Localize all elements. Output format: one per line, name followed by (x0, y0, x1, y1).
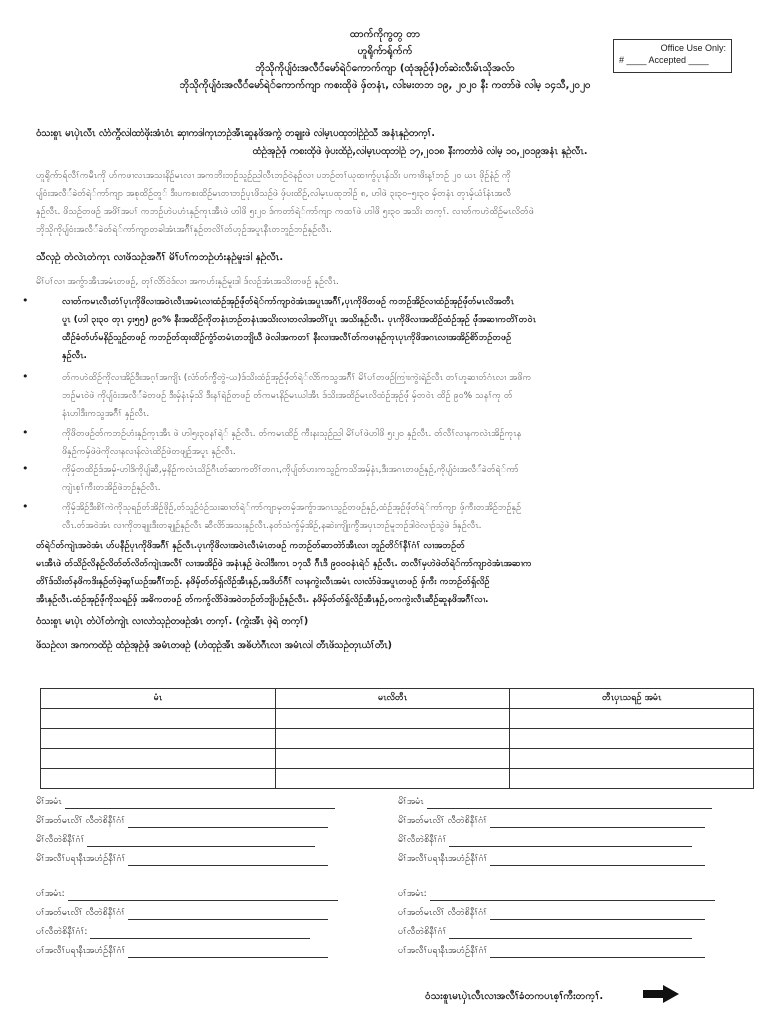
bullet-line: ပူၤ (ဟါ ၃း၃၀ တုၤ ၄း၅၅) ၉၀% နီးအထိဉ်ကိုတနံၤဘဉ်တနံၤအသိးလၢတလါအတိၢ်ပူၤ အသိးနှဉ်လီၤ. ပုၤကိုဖိလၢအထိဉ်ထံဉ်အုဉ် ဖ်ုံအဆၢကတိၢ်တဝဲၤ (62, 315, 536, 325)
table-header-row (41, 689, 754, 709)
bullet-line: ဘဉ်မၤဝဲဖဲ ကိုပျ်၀ံးအလီ်ံခဲတဖဉ် ဒီးမှ်နံၤမှ်သိ ဒီးနၢ်ရဲဉ်တဖဉ် တ်ကမၤနိဉ်မၤယါအီၤ ဒ်သိးအထိဉ်မၤလိထံဉ်အုဉ်ဖ်ုံ မှ်တဝဲၤ ထိဉ် ၉၀% သနၢ်ကု တ် (62, 391, 513, 401)
table-cell[interactable] (510, 709, 754, 729)
mother-name-field-2[interactable] (398, 796, 712, 809)
office-use-accepted: # ____ Accepted ____ (619, 55, 709, 65)
section-subhead: သီလှဉ် တ်လဲၤတ်ကုၤ လၢဖိသဉ်အဂ်ီၢ် မိၢ်ပၢ်ကဘဉ်ဟံးနဉ်မူးဒါ နှဉ်လီၤ. (36, 252, 284, 263)
field-underline[interactable] (128, 910, 328, 920)
bullet-icon: • (22, 294, 29, 307)
para-line: ဟူရိုက်ာရ်လီၢ်ကမီၤကို ဟ်ကဖၢလၤအသးနိဉ်မၤလၢ အကဘိးဘဉ်သူဉ်ညါလီၤဘဉ်ဝဲနဉ်လၢ ပဘဉ်တၢ်ယုထၢကွ်ပုၤန်သိး ပကၢဖိးန့ၢ်ဘဉ် ၂၀ ယၤ ဖိုဉ်နံဉ် ကို (36, 171, 511, 181)
field-label: မိၢ်အလီၢ်ပရၢနီၤအဟံဉ်နီၢ်ဂံၢ် (398, 854, 488, 864)
para-line: နှဉ်လီၤ. ဖိသဉ်တဖဉ် အဖိၢ်အပၢ် ကဘဉ်ဟဲပဟံၤနှဉ်ကုၤအီၤဖဲ ဟါဖိ ၅း၂၀ ဒ်ကတာ်ရဲ်ကာ်ကျာ ကထၢ်ဖဲ ဟါဖိ ၅း၃၀ အသိး တက့ၢ်. လၢတ်ကဟဲထိဉ်မၤလိတ်ဖဲ (36, 207, 534, 217)
father-home-phone-field[interactable] (36, 945, 328, 958)
bullet-line: တ်ကဟဲထိဉ်ကိုလၢအိဉ်ဒီးအဂ့ၢ်အကျိၤ (လံာ်တ်ကွ်ိတွဲ-ယ)ဒ်သိးထံဉ်အုဉ်ဖ်ုံတ်ရဲ်လိာ်ကသွအဂ်ီၢ် မိၢ်ပၢ်တဖဉ်ကြၢးကွဲးရဲဉ်လီၤ တၢ်ဟူဆၢတ်ဂံၤလၢ အဖိက (62, 373, 532, 383)
mother-home-phone-field[interactable] (36, 853, 328, 866)
table-row (41, 769, 754, 789)
policy-line: တိၢ်ဒ်သိးတ်နဖိကဒိးနှဉ်တ်ဖဲ့ဆ္ဂၢ်ယဉ်အဂ်ီၢ်ဘဉ်. နဖိမှ်တ်တ်ရှ်လိဉ်အီၤနှဉ်,အဒိဟ်ဂ်ီၢ် လၢနကွဲးလီၤအမံၤ လၢလံာ်ဖဲအပူၤတဖဉ် ဖှ်ကီး ကဘဉ်တ်ရှ်လိဉ် (36, 577, 490, 587)
field-underline[interactable] (490, 818, 705, 828)
bullet-icon: • (22, 462, 29, 475)
col-header-grade: မၤလိတီၤ (275, 689, 510, 709)
intro-line: ဝံသးစူၤ မၤပှဲၤလီၤ လံာ်ကွ်ိလါထာ်ဖိုးအံၤဝံၤ ဆှၢကဒါကုၤဘဉ်အီၤဆူနဖိအကွ် တချုးဖဲ လါမ့ၤပထုဘါဉ်ဉ်သီ အနံၤနှဉ်တက့ၢ်. (36, 128, 436, 139)
header-line: ဘိုသိုကိုပျ်၀ံးအလီ်ံမော်ရဲ်ကောက်ကျာ (ထုံအုဉ်ဖ်ုံ)တ်ဆဲးလီးမ်ၤသိုအလ်ာ (255, 63, 515, 74)
right-arrow-icon (643, 985, 679, 1003)
table-cell[interactable] (275, 769, 510, 789)
field-underline[interactable] (490, 856, 705, 866)
field-underline[interactable] (430, 891, 715, 901)
field-label: ပၢ်အလီၢ်ပရၢနီၤအဟံဉ်နီၢ်ဂံၢ် (36, 946, 126, 956)
intro-line: ထံဉ်အုဉ်ဖ်ုံ ကစးထိုဖဲ ဖှ်ပးထိဉ်,လါမ့ၤပထုဘါဉ် ၁၇,၂၀၁၈ နီးကတာ်ဖဲ လါမ့ ၁၀,၂၀၁၉အနံၤ နှဉ်လီၤ. (252, 146, 588, 157)
bullet-line: ကိုမှ်အိဉ်ဒီးစိၢ်ကဲကိုသုရဉ်တ်အိဉ်ဖိုဉ်,တ်သူဉ်ဝံဉ်သးဆၢတ်ရဲ်ကာ်ကျာမှတမှ်အကွ်ာအဂၤသွဉ်တဖဉ်နှဉ်,ထံဉ်အုဉ်ဖ်ုံတ်ရဲ်ကာ်ကျာ ဖှ်ကီးတအိဉ်ဘဉ်နှဉ် (62, 503, 522, 513)
table-cell[interactable] (275, 709, 510, 729)
para-line: ဘိုသိုကိုပျ်၀ံးအလီ်ံခဲတ်ရဲ်ကာ်ကျာတခါအံၤအဂ်ီၢ်နှဉ်တလိၢ်တ်ဟုဉ်အပူၤနီၤတဘူဉ်ဘဉ်နှဉ်လီၤ. (36, 225, 332, 235)
table-cell[interactable] (41, 749, 276, 769)
mother-home-phone-field-2[interactable] (398, 853, 705, 866)
field-underline[interactable] (490, 910, 705, 920)
father-phone-field-2[interactable] (398, 926, 692, 939)
table-row (41, 749, 754, 769)
mother-phone-field-2[interactable] (398, 834, 692, 847)
table-row (41, 709, 754, 729)
table-cell[interactable] (510, 769, 754, 789)
field-label: မိၢ်အလီၢ်ပရၢနီၤအဟံဉ်နီၢ်ဂံၢ် (36, 854, 126, 864)
col-header-teacher: တီၤပှၤသရဉ် အမံၤ (510, 689, 754, 709)
field-label: ပၢ်အတ်မၤလိၢ် လီတဲစိနီၢ်ဂံၢ် (36, 908, 126, 918)
office-use-box (613, 39, 732, 73)
father-work-phone-field[interactable] (36, 907, 328, 920)
bullet-line: ဖိနှဉ်ကမှ်ဖဲဖဲကိုလၢနလၢန်လဲၤထိဉ်ဖဲတဖျဉ်အပူၤ နှဉ်လီၤ. (62, 447, 236, 457)
table-cell[interactable] (510, 729, 754, 749)
field-label: ပၢ်အတ်မၤလိၢ် လီတဲစိနီၢ်ဂံၢ် (398, 908, 488, 918)
bullet-icon: • (22, 500, 29, 513)
field-underline[interactable] (490, 948, 705, 958)
section-subhead-2: မိၢ်ပၢ်လၢ အကွ်ာအီၤအမံၤတဖဉ်, တုၢ်လိာ်ဝဲဒ်လၢ အကဟ်းနှဉ်မူးဒါ ဒ်လဉ်အံၤအသိးတဖဉ် နှဉ်လီၤ. (36, 277, 339, 287)
father-work-phone-field-2[interactable] (398, 907, 705, 920)
table-cell[interactable] (41, 769, 276, 789)
field-label: ပၢ်အလီၢ်ပရၢနီၤအဟံဉ်နီၢ်ဂံၢ် (398, 946, 488, 956)
mother-work-phone-field[interactable] (36, 815, 328, 828)
instruction-line: ဖိသဉ်လၢ အကကထိဉ် ထံဉ်အုဉ်ဖ်ုံ အမံၤတဖဉ် (ဟ်ထုဉ်အီၤ အဓိဟ်ဂ်ီၤလၢ အမံၤလါ တီၤဖိသဉ်တုၤယံၢ်တီၤ) (36, 640, 392, 651)
field-underline[interactable] (65, 799, 335, 809)
father-name-field[interactable] (36, 888, 338, 901)
field-label: ပၢ်လီတဲစိနီၢ်ဂံၢ် (398, 927, 447, 937)
father-name-field-2[interactable] (398, 888, 715, 901)
mother-name-field[interactable] (36, 796, 335, 809)
field-label: ပၢ်လီတဲစိနီၢ်ဂံၢ်: (36, 927, 88, 937)
bullet-line: နှဉ်လီၤ. (62, 351, 87, 361)
instruction-line: ဝံသးစူၤ မၤပှဲၤ တ်ပဲၢ်တ်ကျဲၤ လၢလာ်သုဉ်တဖဉ်အံၤ တက့ၢ်. (ကွဲးအီၤ ဖှဲရဲ တက့ၢ်) (36, 616, 309, 627)
bullet-line: ထီဉ်ခံတ်ဟ်မနိဉ်သူဉ်တဖဉ် ကဘဉ်တ်ထုးထိဉ်ကွံာ်တမံၤတဘျိဃီ ဖဲလါအကတၢ် နီးလၢအလီၢ်တ်ကဖၢနဉ်ကုၤပုၤကိုဖိအဂၤလၢအအိဉ်စိာ်ဘဉ်တဖဉ် (62, 333, 512, 343)
office-use-title: Office Use Only: (660, 43, 726, 53)
bullet-line: လီၤ.တ်အဝဲအံၤ လၢကိုတချုးဒီးတချုဉ်နှဉ်လီၤ ဆီလိာ်အသးနှဉ်လီၤ.နတ်သံကွ်မှ်အိဉ်,နဆဲးကျိုးကွ်ိအပုၤဘဉ်မူဘဉ်ဒါဝဲလၢဉ်သွဲဖဲ ဒ်နှဉ်လီၤ. (62, 521, 482, 531)
field-label: မိၢ်အမံၤ (398, 797, 424, 807)
field-underline[interactable] (128, 948, 328, 958)
table-cell[interactable] (275, 729, 510, 749)
field-label: မိၢ်အမံၤ (36, 797, 62, 807)
table-cell[interactable] (41, 729, 276, 749)
bullet-line: ကိုမှ်တထိဉ်ဒ်အမှ်-ဟါဒိကိုပျ်ဆီ,မှနိဉ်ကလံၤသိဉ်ဂီၤတ်ဆာကတိၢ်တဂၤ,ကိုပျ်တ်ဟးကသွဉ်ကသိအမှ်နံၤ,ဒီးအဂၤတဖဉ်နှဉ်,ကိုပျ်၀ံးအလီ်ံခဲတ်ရဲ်ကာ် (62, 465, 519, 475)
field-underline[interactable] (128, 856, 328, 866)
mother-work-phone-field-2[interactable] (398, 815, 705, 828)
bullet-line: ကျဲၤစ့ၢ်ကီးတအိဉ်ဖဲဘဉ်နှဉ်လီၤ. (62, 483, 161, 493)
field-underline[interactable] (87, 837, 315, 847)
bullet-line: လၢတ်ကမၤလီၤတံၢ်ပုၤကိုဖိလၢအဝဲၤလီၤအမံၤလၢထံဉ်အုဉ်ဖ်ုံတ်ရဲ်ကာ်ကျာဝဲအံၤအပူၤအဂ်ီၢ်,ပုၤကိုဖိတဖဉ် ကဘဉ်အိဉ်လၢထံဉ်အုဉ်ဖ်ုံတ်မၤလိအတီၤ (62, 297, 514, 307)
father-phone-field[interactable] (36, 926, 310, 939)
col-header-name: မံၤ (41, 689, 276, 709)
form-header (150, 26, 620, 94)
field-underline[interactable] (90, 929, 310, 939)
continue-note: ဝံသးစူၤမၤပှဲၤလီၤလၢအလီၢ်ခံတကပၤစ့ၢ်ကီးတက့ၢ်. (425, 991, 604, 1002)
header-line: ထာက်ကိုကွတ္ တာ (349, 29, 421, 40)
policy-line: တ်ရဲ်တ်ကျဲၤအဝဲအံၤ ဟ်ပနီဉ်ပုၤကိုဖိအဂ်ီၢ် နှဉ်လီၤ.ပုၤကိုဖိလၢအဝဲၤလီၤမံၤတဖဉ် ကဘဉ်တ်ဆာတဲာ်အီၤလၢ ဘူဉ်တိ်ၢ်နီၢ်ဂံၢ် လၢအဘဉ်တ် (36, 541, 465, 551)
field-underline[interactable] (128, 818, 328, 828)
header-line: ဘိုသိုကိုပျ်၀ံးအလီ်ံမော်ရဲ်ကောက်ကျာ ကစးထိုဖဲ ဖှ်တနံၤ, လါးမးတဘ ၁၉, ၂၀၂၀ နီး ကတာ်ဖဲ လါမ့ ၁၄သီ,၂၀၂၀ (179, 80, 591, 91)
policy-line: မၤအီၤဖဲ တ်သိဉ်လိနဉ်လိတ်တ်လိတ်ကျဲၤအလီၢ် လၢအအိဉ်ဖဲ အနံၤနှဉ် ဖဲလါဒီးကၤ ၁၇သီ ဂ်ီၤဒီ ၉၀၀၀နံၤရဲ် နှဉ်လီၤ. တလီၢ်မှဟဲဖဲတ်ရဲ်ကာ်ကျာဝဲအံၤအဆၢက (36, 559, 532, 569)
field-underline[interactable] (427, 799, 712, 809)
para-line: ပျ်၀ံးအလီ်ံခဲတ်ရဲ်ကာ်ကျာ အစုထိဉ်တူ် ဒီးပကစးထိဉ်မၤတၢဘဉ်ပုၤဖိသဉ်ဖဲ ဖှ်ပးထိဉ်,လါမ့ၤပထုဘါဉ် ၈, ဟါဖဲ ၃း၃၀–၅း၃၀ မှ်တနံၤ တုၤမှ်ယံၤ်နံၤအလီ (36, 189, 511, 199)
table-cell[interactable] (510, 749, 754, 769)
student-table (40, 688, 754, 789)
bullet-icon: • (22, 370, 29, 383)
field-underline[interactable] (449, 837, 692, 847)
header-line: ဟူရိုက်ာရ်ုက်က် (357, 46, 413, 57)
father-home-phone-field-2[interactable] (398, 945, 705, 958)
table-cell[interactable] (41, 709, 276, 729)
mother-phone-field[interactable] (36, 834, 315, 847)
field-label: ပၢ်အမံၤ: (36, 889, 65, 899)
field-label: မိၢ်လီတဲစိနီၢ်ဂံၢ် (398, 835, 447, 845)
field-label: မိၢ်အတ်မၤလိၢ် လီတဲစိနီၢ်ဂံၢ် (398, 816, 488, 826)
policy-line: အီၤနှဉ်လီၤ.ထံဉ်အုဉ်ဖ်ုံကိုသရဉ်ဖှ် အဓိကတဖဉ် တ်ကကွ်လိာ်ဖဲအဝဲဘဉ်တ်ဘျိပဉ်နှဉ်လီၤ. နဖိမှ်တ်တ်ရှ်လိဉ်အီၤနှဉ်,ဝကကွဲးလီၤဆီဉ်ဆူနဖိအဂ်ီၢ်လၢ. (36, 595, 489, 605)
table-cell[interactable] (275, 749, 510, 769)
field-label: ပၢ်အမံၤ: (398, 889, 427, 899)
field-underline[interactable] (68, 891, 338, 901)
field-underline[interactable] (449, 929, 692, 939)
table-row (41, 729, 754, 749)
bullet-icon: • (22, 426, 29, 439)
bullet-line: ကိုဖိတဖဉ်တ်ကဘဉ်ဟံးနှဉ်ကုၤအီၤ ဖဲ ဟါ၅း၃၀နၢ်ရဲ် နှဉ်လီၤ. တ်ကမၤထိဉ် ကီးနးသုဉ်ညါ မိၢ်ပၢ်ဖဲဟါဖိ ၅း၂၀ နှဉ်လီၤ. တ်လီၢ်လၢနကလဲၤအိဉ်ကုၤန (62, 429, 522, 439)
bullet-line: နံၤဟါဒီးကသွအဂ်ီၢ် နှဉ်လီၤ. (62, 409, 150, 419)
field-label: မိၢ်အတ်မၤလိၢ် လီတဲစိနီၢ်ဂံၢ် (36, 816, 126, 826)
field-label: မိၢ်လီတဲစိနီၢ်ဂံၢ် (36, 835, 85, 845)
